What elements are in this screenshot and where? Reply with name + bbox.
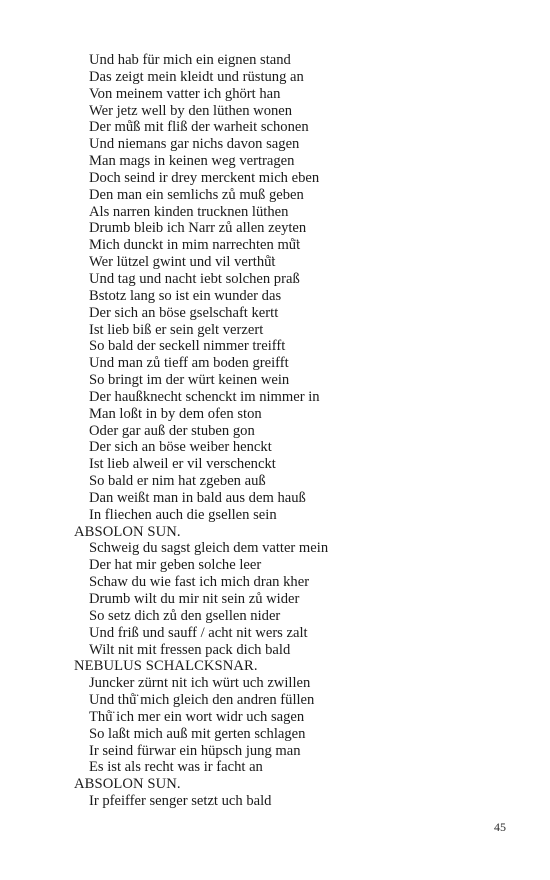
verse-line: So laßt mich auß mit gerten schlagen: [89, 725, 306, 742]
verse-line: Und friß und sauff / acht nit wers zalt: [89, 624, 308, 641]
speaker-heading: NEBULUS SCHALCKSNAR.: [74, 658, 258, 675]
speaker-heading: ABSOLON SUN.: [74, 776, 181, 793]
verse-line: Und man zů tieff am boden greifft: [89, 355, 289, 372]
verse-line: So bald er nim hat zgeben auß: [89, 473, 266, 490]
verse-line: Drumb bleib ich Narr zů allen zeyten: [89, 220, 307, 237]
verse-line: Es ist als recht was ir facht an: [89, 759, 263, 776]
verse-line: Ir pfeiffer senger setzt uch bald: [89, 793, 272, 810]
verse-line: Wer jetz well by den lüthen wonen: [89, 102, 293, 119]
verse-text-block: [74, 52, 514, 810]
verse-line: Und niemans gar nichs davon sagen: [89, 136, 300, 153]
verse-line: Der sich an böse weiber henckt: [89, 439, 272, 456]
verse-line: Man mags in keinen weg vertragen: [89, 153, 295, 170]
verse-line: Drumb wilt du mir nit sein zů wider: [89, 591, 300, 607]
verse-line: Ist lieb alweil er vil verschenckt: [89, 456, 276, 473]
verse-line: Man loßt in by dem ofen ston: [89, 405, 262, 422]
verse-line: Bstotz lang so ist ein wunder das: [89, 287, 282, 304]
verse-line: Dan weißt man in bald aus dem hauß: [89, 489, 306, 506]
verse-line: Der sich an böse gselschaft kertt: [89, 304, 279, 321]
verse-line: Das zeigt mein kleidt und rüstung an: [89, 68, 304, 85]
verse-line: Und tag und nacht iebt solchen praß: [89, 270, 300, 287]
verse-line: Und thů̈ mich gleich den andren füllen: [89, 692, 315, 709]
page-number: 45: [494, 820, 506, 834]
verse-line: Ist lieb biß er sein gelt verzert: [89, 321, 264, 338]
verse-line: Den man ein semlichs zů muß geben: [89, 186, 304, 203]
verse-line: Der mů̈ß mit fliß der warheit schonen: [89, 119, 309, 136]
verse-line: Wilt nit mit fressen pack dich bald: [89, 641, 291, 658]
verse-line: So setz dich zů den gsellen nider: [89, 607, 281, 624]
verse-line: Mich dunckt in mim narrechten mů̈t: [89, 237, 301, 254]
verse-line: Thů̈ ich mer ein wort widr uch sagen: [89, 708, 305, 725]
verse-line: Juncker zürnt nit ich würt uch zwillen: [89, 675, 311, 692]
verse-line: Von meinem vatter ich ghört han: [89, 85, 281, 102]
verse-line: Der haußknecht schenckt im nimmer in: [89, 388, 320, 405]
verse-line: In fliechen auch die gsellen sein: [89, 506, 277, 523]
verse-line: Schaw du wie fast ich mich dran kher: [89, 574, 310, 591]
verse-line: Der hat mir geben solche leer: [89, 557, 262, 574]
verse-line: Wer lützel gwint und vil verthů̈t: [89, 254, 276, 271]
verse-line: Ir seind fürwar ein hüpsch jung man: [89, 742, 301, 759]
verse-line: So bald der seckell nimmer treifft: [89, 338, 286, 355]
verse-line: Oder gar auß der stuben gon: [89, 422, 255, 439]
verse-line: Als narren kinden trucknen lüthen: [89, 203, 289, 220]
verse-line: Und hab für mich ein eignen stand: [89, 52, 291, 68]
verse-line: So bringt im der würt keinen wein: [89, 372, 290, 389]
verse-line: Schweig du sagst gleich dem vatter mein: [89, 540, 329, 557]
verse-line: Doch seind ir drey merckent mich eben: [89, 169, 320, 186]
speaker-heading: ABSOLON SUN.: [74, 523, 181, 540]
